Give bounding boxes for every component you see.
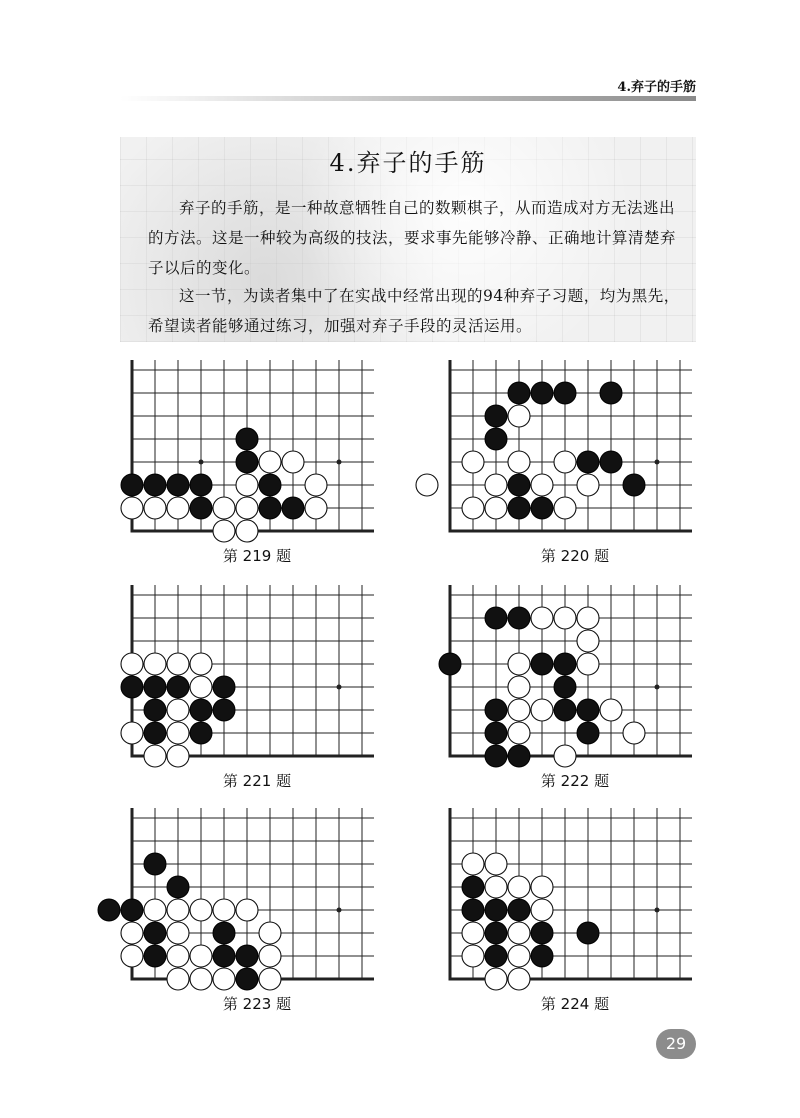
- black-stone: [531, 382, 553, 404]
- white-stone: [577, 474, 599, 496]
- white-stone: [462, 497, 484, 519]
- white-stone: [508, 876, 530, 898]
- black-stone: [554, 676, 576, 698]
- black-stone: [282, 497, 304, 519]
- white-stone: [531, 899, 553, 921]
- running-header-title: 4.弃子的手筋: [617, 80, 696, 95]
- white-stone: [554, 607, 576, 629]
- section-title: 4.弃子的手筋: [329, 149, 487, 177]
- white-stone: [144, 497, 166, 519]
- black-stone: [144, 699, 166, 721]
- black-stone: [144, 945, 166, 967]
- white-stone: [190, 945, 212, 967]
- star-point: [655, 460, 660, 465]
- white-stone: [305, 474, 327, 496]
- white-stone: [462, 853, 484, 875]
- black-stone: [236, 428, 258, 450]
- black-stone: [144, 853, 166, 875]
- black-stone: [485, 745, 507, 767]
- white-stone: [144, 653, 166, 675]
- black-stone: [508, 474, 530, 496]
- white-stone: [236, 899, 258, 921]
- white-stone: [236, 474, 258, 496]
- white-stone: [508, 922, 530, 944]
- white-stone: [190, 968, 212, 990]
- white-stone: [554, 497, 576, 519]
- white-stone: [485, 968, 507, 990]
- black-stone: [531, 653, 553, 675]
- go-board-3: [112, 585, 394, 776]
- white-stone: [282, 451, 304, 473]
- white-stone: [259, 968, 281, 990]
- black-stone: [190, 474, 212, 496]
- black-stone: [167, 876, 189, 898]
- black-stone: [485, 405, 507, 427]
- white-stone: [213, 497, 235, 519]
- black-stone: [144, 676, 166, 698]
- black-stone: [485, 945, 507, 967]
- star-point: [337, 460, 342, 465]
- black-stone: [167, 676, 189, 698]
- black-stone: [236, 945, 258, 967]
- white-stone: [531, 699, 553, 721]
- black-stone: [236, 451, 258, 473]
- black-stone: [144, 922, 166, 944]
- go-board-1: [112, 360, 394, 551]
- white-stone: [121, 945, 143, 967]
- white-stone: [508, 945, 530, 967]
- black-stone: [531, 922, 553, 944]
- black-stone: [439, 653, 461, 675]
- white-stone: [531, 876, 553, 898]
- white-stone: [167, 699, 189, 721]
- black-stone: [236, 968, 258, 990]
- white-stone: [167, 722, 189, 744]
- black-stone: [508, 607, 530, 629]
- black-stone: [623, 474, 645, 496]
- white-stone: [167, 922, 189, 944]
- go-board-6: [430, 808, 712, 999]
- header-rule: [120, 96, 696, 101]
- black-stone: [144, 474, 166, 496]
- black-stone: [190, 722, 212, 744]
- black-stone: [485, 899, 507, 921]
- white-stone: [416, 474, 438, 496]
- white-stone: [577, 607, 599, 629]
- black-stone: [462, 899, 484, 921]
- white-stone: [554, 451, 576, 473]
- white-stone: [531, 607, 553, 629]
- intro-box: [120, 137, 696, 342]
- white-stone: [508, 699, 530, 721]
- problem-caption: 第 221 题: [222, 772, 292, 790]
- black-stone: [508, 745, 530, 767]
- white-stone: [508, 451, 530, 473]
- black-stone: [462, 876, 484, 898]
- white-stone: [167, 968, 189, 990]
- white-stone: [577, 653, 599, 675]
- black-stone: [577, 699, 599, 721]
- white-stone: [462, 922, 484, 944]
- white-stone: [236, 520, 258, 542]
- black-stone: [144, 722, 166, 744]
- white-stone: [167, 497, 189, 519]
- black-stone: [554, 653, 576, 675]
- black-stone: [577, 722, 599, 744]
- black-stone: [577, 922, 599, 944]
- black-stone: [121, 676, 143, 698]
- star-point: [337, 908, 342, 913]
- white-stone: [623, 722, 645, 744]
- black-stone: [508, 497, 530, 519]
- black-stone: [213, 676, 235, 698]
- black-stone: [98, 899, 120, 921]
- black-stone: [508, 382, 530, 404]
- white-stone: [577, 630, 599, 652]
- star-point: [199, 460, 204, 465]
- go-board-4: [430, 585, 712, 776]
- white-stone: [167, 899, 189, 921]
- black-stone: [600, 451, 622, 473]
- black-stone: [508, 899, 530, 921]
- black-stone: [577, 451, 599, 473]
- black-stone: [531, 497, 553, 519]
- white-stone: [121, 653, 143, 675]
- white-stone: [462, 451, 484, 473]
- black-stone: [259, 474, 281, 496]
- black-stone: [121, 474, 143, 496]
- black-stone: [485, 922, 507, 944]
- white-stone: [190, 899, 212, 921]
- white-stone: [236, 497, 258, 519]
- black-stone: [190, 699, 212, 721]
- white-stone: [554, 745, 576, 767]
- problem-caption: 第 219 题: [222, 547, 292, 565]
- white-stone: [121, 497, 143, 519]
- white-stone: [508, 676, 530, 698]
- white-stone: [259, 945, 281, 967]
- black-stone: [213, 699, 235, 721]
- white-stone: [213, 520, 235, 542]
- go-board-2: [430, 360, 712, 551]
- white-stone: [508, 653, 530, 675]
- intro-paragraph-2: 这一节，为读者集中了在实战中经常出现的94种弃子习题，均为黑先，希望读者能够通过练习，加强对弃子手段的灵活运用。: [148, 287, 680, 335]
- star-point: [337, 685, 342, 690]
- problem-caption: 第 223 题: [222, 995, 292, 1013]
- star-point: [655, 685, 660, 690]
- white-stone: [190, 653, 212, 675]
- black-stone: [485, 722, 507, 744]
- white-stone: [213, 968, 235, 990]
- white-stone: [190, 676, 212, 698]
- problem-caption: 第 224 题: [540, 995, 610, 1013]
- star-point: [655, 908, 660, 913]
- black-stone: [485, 699, 507, 721]
- black-stone: [554, 382, 576, 404]
- page-number-badge: 29: [656, 1029, 696, 1059]
- white-stone: [485, 876, 507, 898]
- black-stone: [600, 382, 622, 404]
- black-stone: [167, 474, 189, 496]
- black-stone: [213, 922, 235, 944]
- white-stone: [508, 722, 530, 744]
- white-stone: [531, 474, 553, 496]
- white-stone: [121, 922, 143, 944]
- white-stone: [305, 497, 327, 519]
- black-stone: [213, 945, 235, 967]
- problem-caption: 第 220 题: [540, 547, 610, 565]
- black-stone: [121, 899, 143, 921]
- white-stone: [144, 745, 166, 767]
- black-stone: [554, 699, 576, 721]
- white-stone: [121, 722, 143, 744]
- white-stone: [508, 968, 530, 990]
- white-stone: [462, 945, 484, 967]
- go-board-5: [112, 808, 394, 999]
- intro-paragraph-1: 弃子的手筋，是一种故意牺牲自己的数颗棋子，从而造成对方无法逃出的方法。这是一种较为高级的技法，要求事先能够冷静、正确地计算清楚弃子以后的变化。: [148, 199, 677, 277]
- white-stone: [259, 451, 281, 473]
- white-stone: [485, 474, 507, 496]
- white-stone: [144, 899, 166, 921]
- black-stone: [485, 428, 507, 450]
- problem-caption: 第 222 题: [540, 772, 610, 790]
- white-stone: [259, 922, 281, 944]
- white-stone: [600, 699, 622, 721]
- white-stone: [213, 899, 235, 921]
- black-stone: [259, 497, 281, 519]
- white-stone: [167, 745, 189, 767]
- white-stone: [485, 497, 507, 519]
- black-stone: [485, 607, 507, 629]
- white-stone: [485, 853, 507, 875]
- white-stone: [508, 405, 530, 427]
- white-stone: [167, 945, 189, 967]
- black-stone: [190, 497, 212, 519]
- black-stone: [531, 945, 553, 967]
- white-stone: [167, 653, 189, 675]
